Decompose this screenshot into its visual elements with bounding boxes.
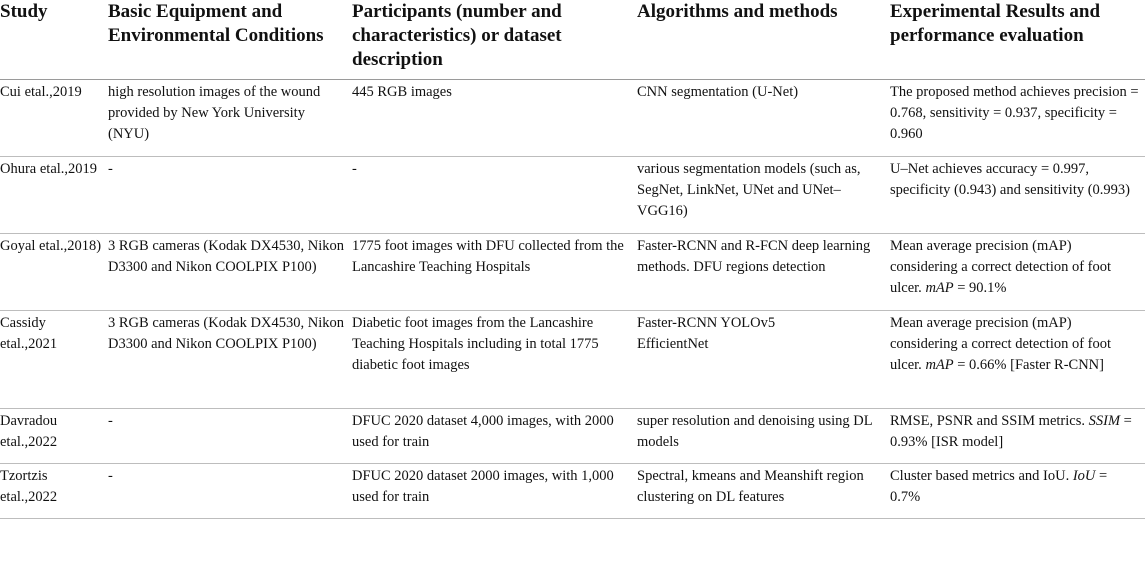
cell-methods: CNN segmentation (U-Net) (637, 84, 799, 100)
header-methods: Algorithms and methods (637, 1, 838, 22)
cell-participants: 1775 foot images with DFU collected from the Lancashire Teaching Hospitals (352, 238, 624, 275)
header-results: Experimental Results and performance evaluation (890, 1, 1101, 46)
header-equipment: Basic Equipment and Environmental Conditions (108, 1, 324, 46)
results-text: The proposed method achieves precision = 0.768, sensitivity = 0.937, specificity = 0.960 (890, 84, 1139, 142)
cell-study: Goyal etal.,2018) (0, 238, 102, 254)
table-row (0, 464, 1145, 519)
cell-participants: DFUC 2020 dataset 2000 images, with 1,000 used for train (352, 468, 614, 505)
results-text: RMSE, PSNR and SSIM metrics. (890, 413, 1089, 429)
cell-equipment: - (108, 161, 113, 177)
results-value: = 0.66% [Faster R-CNN] (953, 357, 1104, 373)
cell-results (890, 311, 1145, 409)
cell-equipment: - (108, 468, 113, 484)
cell-participants: 445 RGB images (352, 84, 452, 100)
table-row (0, 409, 1145, 464)
results-metric: SSIM (1088, 413, 1121, 429)
table-row (0, 80, 1145, 157)
cell-equipment: high resolution images of the wound provided by New York University (NYU) (108, 84, 321, 142)
results-metric: mAP (925, 357, 954, 373)
results-metric: mAP (925, 280, 954, 296)
cell-equipment: - (108, 413, 113, 429)
results-value: = 0.7% (890, 468, 1108, 505)
cell-study: Davradou etal.,2022 (0, 413, 58, 450)
results-value: = 90.1% (953, 280, 1007, 296)
results-text: U–Net achieves accuracy = 0.997, specificity (0.943) and sensitivity (0.993) (890, 161, 1131, 198)
results-text: Mean average precision (mAP) considering a correct detection of foot ulcer. (890, 315, 1112, 373)
header-row (0, 0, 1145, 80)
cell-results (890, 234, 1145, 311)
results-value: = 0.93% [ISR model] (890, 413, 1132, 450)
cell-results (890, 157, 1145, 234)
cell-study: Tzortzis etal.,2022 (0, 468, 58, 505)
table-row (0, 157, 1145, 234)
cell-methods: Faster-RCNN and R-FCN deep learning methods. DFU regions detection (637, 238, 871, 275)
cell-equipment: 3 RGB cameras (Kodak DX4530, Nikon D3300 and Nikon COOLPIX P100) (108, 238, 344, 275)
results-text: Cluster based metrics and IoU. (890, 468, 1073, 484)
cell-methods: Spectral, kmeans and Meanshift region clustering on DL features (637, 468, 864, 505)
cell-study: Ohura etal.,2019 (0, 161, 98, 177)
cell-methods (637, 311, 890, 409)
cell-methods: super resolution and denoising using DL models (637, 413, 873, 450)
cell-results (890, 80, 1145, 157)
cell-methods: various segmentation models (such as, SegNet, LinkNet, UNet and UNet–VGG16) (637, 161, 861, 219)
cell-results (890, 409, 1145, 464)
cell-results (890, 464, 1145, 519)
table-row (0, 234, 1145, 311)
table-row (0, 311, 1145, 409)
cell-participants: - (352, 161, 357, 177)
results-text: Mean average precision (mAP) considering a correct detection of foot ulcer. (890, 238, 1112, 296)
cell-study: Cassidy etal.,2021 (0, 315, 58, 352)
cell-study: Cui etal.,2019 (0, 84, 82, 100)
cell-equipment: 3 RGB cameras (Kodak DX4530, Nikon D3300 and Nikon COOLPIX P100) (108, 315, 344, 352)
cell-participants: Diabetic foot images from the Lancashire Teaching Hospitals including in total 1775 diabetic foot images (352, 315, 599, 373)
methods-text: Faster-RCNN YOLOv5 EfficientNet (637, 315, 776, 352)
header-participants: Participants (number and characteristics) or dataset description (352, 1, 562, 70)
cell-participants: DFUC 2020 dataset 4,000 images, with 2000 used for train (352, 413, 614, 450)
results-metric: IoU (1072, 468, 1096, 484)
header-study: Study (0, 1, 48, 22)
